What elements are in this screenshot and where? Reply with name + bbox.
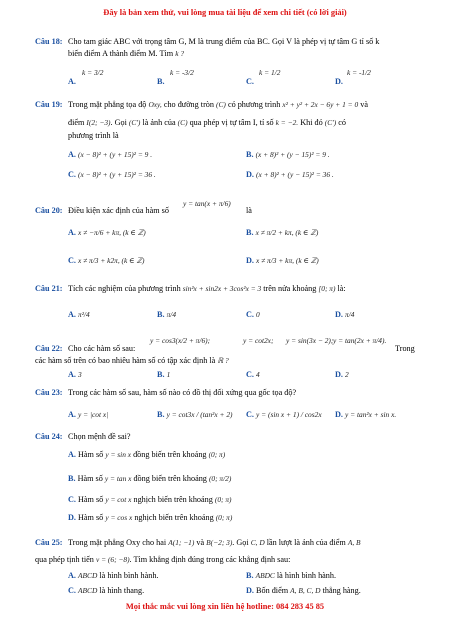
q18-label-c: C. [246, 77, 254, 86]
q18-number: Câu 18: [35, 37, 63, 46]
q20-option-a: A. x ≠ −π/6 + kπ, (k ∈ ℤ) [68, 228, 146, 237]
q21-option-b: B. π/4 [157, 310, 177, 319]
q19-text-line3: phương trình là [68, 131, 119, 140]
q19-option-a: A. (x − 8)² + (y + 15)² = 9 . [68, 150, 153, 159]
q24-option-c: C. Hàm số y = cot x nghịch biến trên khoảng (0; π) [68, 495, 232, 504]
q22-function-2: y = cot2x; [243, 336, 274, 345]
q18-answer-a: k = 3/2 [82, 68, 104, 77]
q22-function-3: y = sin(3x − 2); [286, 336, 334, 345]
q18-text-line1: Cho tam giác ABC với trọng tâm G, M là trung điểm của BC. Gọi V là phép vị tự tâm G tỉ số k [68, 37, 380, 46]
q18-text-line2: biến điểm A thành điểm M. Tìm k ? [68, 49, 185, 58]
q24-text: Chọn mệnh đề sai? [68, 432, 131, 441]
q20-la: là [246, 206, 252, 215]
q24-option-a: A. Hàm số y = sin x đồng biến trên khoảng (0; π) [68, 450, 226, 459]
q25-option-d: D. Bốn điểm A, B, C, D thẳng hàng. [246, 586, 361, 595]
q25-option-b: B. ABDC là hình bình hành. [246, 571, 337, 580]
q21-text: Tích các nghiệm của phương trình sin²x + sin2x + 3cos²x = 3 trên nửa khoảng [0; π) là: [68, 284, 346, 293]
q22-function-4: y = tan(2x + π/4). [333, 336, 387, 345]
q19-number: Câu 19: [35, 100, 63, 109]
q20-text: Điều kiện xác định của hàm số [68, 206, 169, 215]
q22-function-1: y = cos3(x/2 + π/6); [150, 336, 211, 345]
q24-number: Câu 24: [35, 432, 63, 441]
q19-option-d: D. (x + 8)² + (y − 15)² = 36 . [246, 170, 334, 179]
q25-option-a: A. ABCD là hình bình hành. [68, 571, 159, 580]
q22-option-a: A. 3 [68, 370, 82, 379]
q25-text-line1: Trong mặt phẳng Oxy cho hai A(1; −1) và B(−2; 3). Gọi C, D lần lượt là ảnh của điểm A, B [68, 538, 361, 547]
q24-option-d: D. Hàm số y = cos x nghịch biến trên khoảng (0; π) [68, 513, 233, 522]
header-notice: Đây là bản xem thử, vui lòng mua tài liệu để xem chi tiết (có lời giải) [103, 8, 347, 17]
q23-option-d: D. y = tan²x + sin x. [335, 410, 397, 419]
q18-label-a: A. [68, 77, 76, 86]
q21-option-c: C. 0 [246, 310, 260, 319]
q19-option-b: B. (x + 8)² + (y − 15)² = 9 . [246, 150, 330, 159]
q22-text1: Cho các hàm số sau: [68, 344, 136, 353]
q20-option-b: B. x ≠ π/2 + kπ, (k ∈ ℤ) [246, 228, 319, 237]
q22-option-b: B. 1 [157, 370, 171, 379]
q23-option-b: B. y = cot3x / (tan²x + 2) [157, 410, 233, 419]
footer-hotline: Mọi thắc mắc vui lòng xin liên hệ hotline: 084 283 45 85 [125, 602, 325, 611]
q19-text-line2: điểm I(2; −3). Gọi (C′) là ảnh của (C) qua phép vị tự tâm I, tỉ số k = −2. Khi đó (C′) có [68, 118, 347, 127]
q22-number: Câu 22: [35, 344, 63, 353]
q20-option-d: D. x ≠ π/3 + kπ, (k ∈ ℤ) [246, 256, 319, 265]
q22-option-c: C. 4 [246, 370, 260, 379]
q18-label-b: B. [157, 77, 165, 86]
q20-number: Câu 20: [35, 206, 63, 215]
q23-text: Trong các hàm số sau, hàm số nào có đồ thị đối xứng qua gốc tọa độ? [68, 388, 297, 397]
q19-option-c: C. (x − 8)² + (y + 15)² = 36 . [68, 170, 156, 179]
q21-number: Câu 21: [35, 284, 63, 293]
q18-label-d: D. [335, 77, 343, 86]
q22-option-d: D. 2 [335, 370, 349, 379]
q20-function: y = tan(x + π/6) [183, 199, 231, 208]
q21-option-d: D. π/4 [335, 310, 355, 319]
q25-text-line2: qua phép tịnh tiến v = (6; −8). Tìm khẳng định đúng trong các khẳng định sau: [35, 555, 291, 564]
q23-option-a: A. y = |cot x| [68, 410, 109, 419]
q18-answer-c: k = 1/2 [259, 68, 281, 77]
q18-answer-d: k = -1/2 [347, 68, 371, 77]
q22-trong: Trong [395, 344, 415, 353]
q24-option-b: B. Hàm số y = tan x đồng biến trên khoảng (0; π/2) [68, 474, 232, 483]
q22-text2: các hàm số trên có bao nhiêu hàm số có tập xác định là ℝ ? [35, 356, 229, 365]
q19-text-line1: Trong mặt phẳng tọa độ Oxy, cho đường tròn (C) có phương trình x² + y² + 2x − 6y + 1 = 0 và [68, 100, 368, 109]
q20-option-c: C. x ≠ π/3 + k2π, (k ∈ ℤ) [68, 256, 145, 265]
q23-number: Câu 23: [35, 388, 63, 397]
q18-answer-b: k = -3/2 [170, 68, 194, 77]
q25-option-c: C. ABCD là hình thang. [68, 586, 145, 595]
q25-number: Câu 25: [35, 538, 63, 547]
q21-option-a: A. π²/4 [68, 310, 90, 319]
q23-option-c: C. y = (sin x + 1) / cos2x [246, 410, 322, 419]
